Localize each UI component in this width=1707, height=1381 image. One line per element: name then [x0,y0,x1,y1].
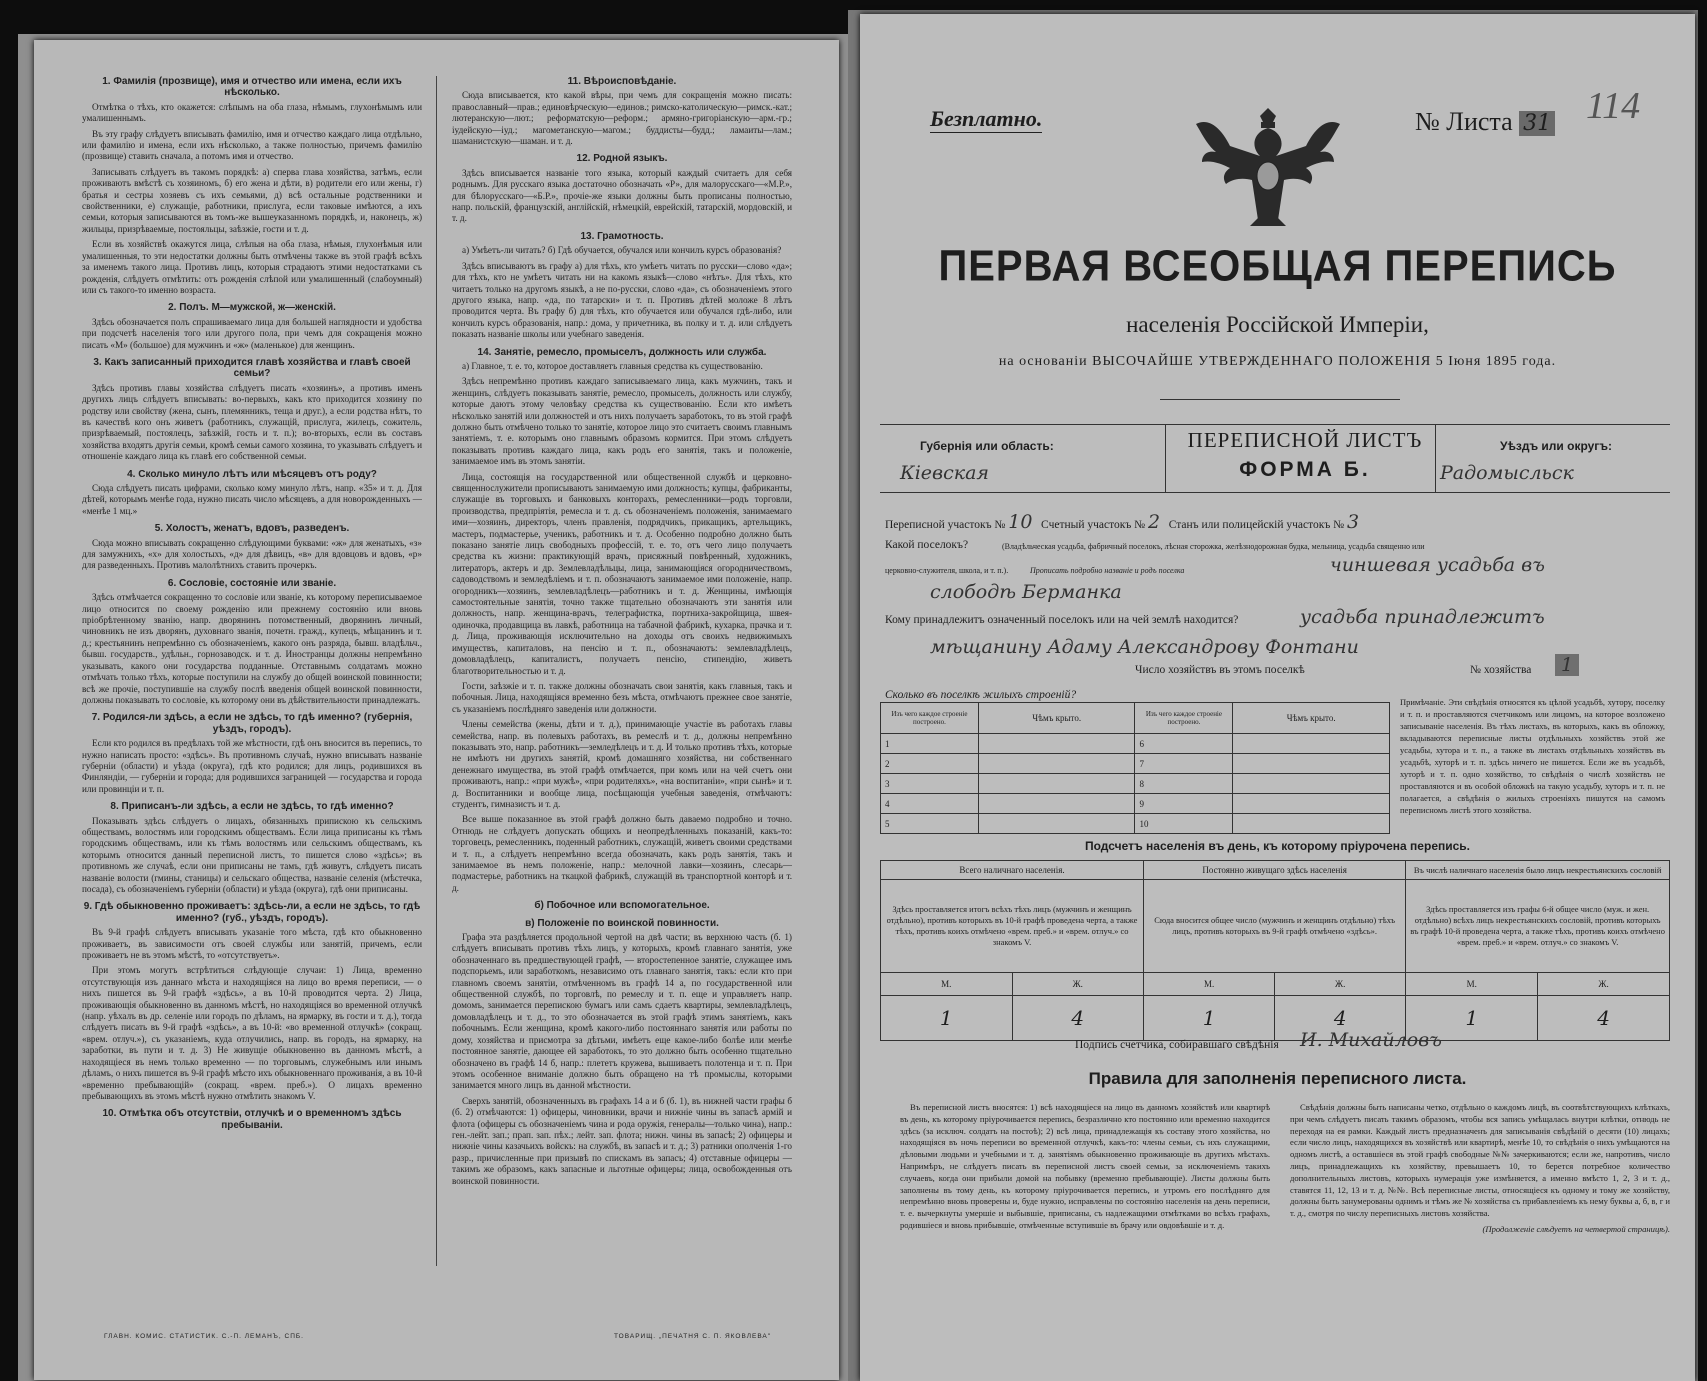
instruction-paragraph: Здѣсь обозначается полъ спрашиваемаго лица для большей наглядности и удобства при подсчетѣ населенія того или другого пола, при чемъ для сокращенія можно писать «М» (большое) для мужчинъ и «ж» (маленькое) для женщинъ. [82,316,422,350]
settlement-hint: (Владѣльческая усадьба, фабричный поселокъ, лѣсная сторожка, желѣзнодорожная будка, мельница, усадьба священно или [1002,542,1425,551]
instruction-paragraph: Графа эта раздѣляется продольной чертой на двѣ части; въ верхнюю часть (б. 1) слѣдуетъ вписывать противъ тѣхъ лицъ, у которыхъ, кромѣ главнаго занятія, уже обозначеннаго въ предшествующей графѣ, — второстепенное занятіе, служащее имъ подспорьемъ, или заработкомъ, независимо отъ главнаго занятія, такъ: если кто при главномъ своемъ занятіи, отмѣченномъ въ графѣ 14 а, по государственной или общественной службѣ, по торговлѣ, по ремеслу и т. п. еще и управляетъ напр. домомъ, занимается перепискою бумагъ или самъ сдаетъ квартиры, землевладѣлецъ, домовладѣлецъ и т. д., то это обозначается въ этой графѣ этимъ занятіемъ, какъ побочнымъ. Если женщина, кромѣ какого-либо постояннаго занятія или работы по дому, хозяйства и присмотра за дѣтьми, имѣетъ еще какое-либо болѣе или менѣе постоянное занятіе, дающее ей заработокъ, то это должно быть особенно тщательно обозначено въ графѣ 14 б, напр.: плететъ кружева, вышиваетъ полотенца и т. п. При этомъ особенное вниманіе должно быть обращено на тѣ промыслы, которыми занимается много лицъ въ данной мѣстности. [452,932,792,1091]
rules-continuation: (Продолженіе слѣдуетъ на четвертой страницѣ). [1482,1223,1670,1234]
building-row-number: 5 [881,814,979,834]
buildings-header-roof: Чѣмъ крыто. [978,703,1135,734]
rules-title: Правила для заполненія переписного листа. [1088,1069,1467,1088]
instructions-column-2 [452,70,792,1191]
counting-section-label: Счетный участокъ № [1041,519,1146,531]
census-section-label: Переписной участокъ № [885,519,1006,531]
instruction-paragraph: Сюда вписывается, кто какой вѣры, при чемъ для сокращенія можно писать: православный—прав.; единовѣрческую—единов.; римско-католическую—римск.-кат.; лютеранскую—лют.; реформатскую—реформ.; армяно-григоріанскую—арм.-гр.; іудейскую—іуд.; магометанскую—магом.; буддисты—будд.; ламаиты—лам.; шаманистскую—шаман. и т. д. [452,90,792,147]
signature-label: Подпись счетчика, собиравшаго свѣдѣнія [1075,1039,1279,1051]
sheet-number-label: № Листа [1415,107,1513,136]
households-label: Число хозяйствъ въ этомъ поселкѣ [1135,664,1305,676]
instruction-paragraph: Все выше показанное въ этой графѣ должно быть даваемо подробно и точно. Отнюдь не слѣдуетъ допускать общихъ и неопредѣленныхъ показаній, какъ-то: торговецъ, ремесленникъ, поденный работникъ, служащій, живетъ своими средствами и т. п., а слѣдуетъ непремѣнно всегда обозначать, какъ родъ занятія, такъ и занимаемое въ немъ положеніе, напр.: мелочной лавки—хозяинъ, слесарь—подмастерье, работникъ на ткацкой фабрикѣ, служащій въ транспортной конторѣ и т. д. [452,814,792,893]
instruction-heading: 14. Занятіе, ремесло, промыселъ, должность или служба. [477,346,767,358]
building-row-number: 7 [1135,754,1233,774]
building-row-number: 1 [881,734,979,754]
instruction-paragraph: Если кто родился въ предѣлахъ той же мѣстности, гдѣ онъ вносится въ перепись, то нужно написать просто: «здѣсь». Въ противномъ случаѣ, нужно вписывать названіе губерніи (области) и уѣзда (округа), гдѣ кто родился; для лицъ, родившихся въ Финляндіи, — губерніи и города; для родившихся заграницей — государства и города или провинціи и т. п. [82,738,422,794]
instruction-paragraph: Сюда слѣдуетъ писать цифрами, сколько кому минуло лѣтъ, напр. «35» и т. д. Для дѣтей, которымъ менѣе года, нужно писать число мѣсяцевъ, а для новорожденныхъ — «менѣе 1 мц.» [82,483,422,516]
household-number-value: 1 [1555,654,1579,676]
instruction-paragraph: Въ 9-й графѣ слѣдуетъ вписывать указаніе того мѣста, гдѣ кто обыкновенно проживаетъ, въ зависимости отъ своей службы или занятій, причемъ, если проживаетъ не въ этомъ мѣстѣ, то «отсутствуетъ». [82,927,422,961]
instruction-paragraph: Лица, состоящія на государственной или общественной службѣ и церковно-священнослужители прописываютъ занимаемую ими должность; купцы, фабриканты, служащіе въ торговыхъ и банковыхъ конторахъ, ремесленники—родъ торговли, производства, предпріятія, ремесла и т. д. съ обозначеніемъ положенія, занимаемаго ими—хозяинъ, директоръ, членъ правленія, подрядчикъ, прикащикъ, артельщикъ, мастеръ, подмастерье, ученикъ, работникъ и т. д. Особенно подробно должно быть показано занятіе лицъ свободныхъ профессій, т. е. то, отъ чего лицо получаетъ средства къ жизни: практикующій врачъ, присяжный повѣренный, художникъ, литераторъ, актеръ и др. Землевладѣльцы, лица, занимающіяся огородничествомъ, садоводствомъ и земледѣліемъ и т. п. обозначаютъ занимаемое ими положеніе, напр. огородникъ—хозяинъ, землевладѣлецъ—работникъ и т. д. Женщины, имѣющія самостоятельные занятія, точно также тщательно обозначаютъ эти занятія или должность, напр. женщина-врачъ, телеграфистка, портниха-закройщица, швея-одиночка, продавщица въ лавкѣ, работница на табачной фабрикѣ, кухарка, прачка и т. д. Лица, проживающія исключительно на доходы отъ своихъ недвижимыхъ имуществъ, капиталовъ, на пенсію и т. п., обозначаютъ: землевладѣлецъ, домовладѣлецъ, капиталистъ, получаетъ пенсію, стипендію, живетъ благотворительностью и т. д. [452,471,792,676]
instruction-paragraph: а) Главное, т. е. то, которое доставляетъ главныя средства къ существованію. [462,360,763,371]
header-rule-v1 [1165,424,1166,492]
count-head-total: Всего наличнаго населенія. [881,861,1144,880]
free-label: Безплатно. [930,106,1043,131]
building-row-number: 3 [881,774,979,794]
building-row-number: 2 [881,754,979,774]
form-title [1185,426,1425,484]
instruction-paragraph: Сюда можно вписывать сокращенно слѣдующими буквами: «ж» для женатыхъ, «з» для замужнихъ, «х» для холостыхъ, «д» для дѣвицъ, «в» для вдовцовъ и вдовъ, «р» для разведенныхъ. Противъ малолѣтнихъ ставить прочеркъ. [82,537,422,571]
count-desc-total: Здѣсь проставляется итогъ всѣхъ тѣхъ лицъ (мужчинъ и женщинъ отдѣльно), противъ которыхъ въ 10-й графѣ проведена черта, а также тѣхъ, противъ коихъ отмѣчено «врем. преб.» и «врем. отлуч.» со знакомъ V. [881,880,1144,973]
instruction-paragraph: Здѣсь вписываютъ въ графу а) для тѣхъ, кто умѣетъ читать по русски—слово «да»; для тѣхъ, кто не умѣетъ читать ни на какомъ языкѣ—слово «нѣтъ». Для тѣхъ, кто читаетъ только на другомъ языкѣ, а не по-русски, слово «да», съ обозначеніемъ этого другого языка, напр. «да, по татарски» и т. п. Противъ дѣтей моложе 8 лѣтъ проводится черта. Въ графу б) для тѣхъ, кто обучается или обучался гдѣ-либо, или кончилъ курсъ образованія, напр.: дома, у причетника, въ полку и т. д. или слѣдуетъ показать названіе школы или учебнаго заведенія. [452,260,792,340]
count-value: 1 [1406,996,1538,1041]
instruction-paragraph: Показывать здѣсь слѣдуетъ о лицахъ, обязанныхъ припискою къ сельскимъ обществамъ, волостямъ или городскимъ обществамъ. Если лица приписаны къ тѣмъ городскимъ обществамъ, или къ тѣмъ волостямъ или сельскимъ обществамъ, къ которымъ относится данный переписной листъ, то пишется слово «здѣсь»; въ противномъ же случаѣ, если они приписаны не тамъ, гдѣ живутъ, слѣдуетъ писать названіе волости (гмины, станицы) и сельскаго общества, названіе селенія (мѣстечка, посада), съ обозначеніемъ губерніи (области) и уѣзда (округа), гдѣ они приписаны. [82,815,422,894]
imprint-right: ТОВАРИЩ. „ПЕЧАТНЯ С. П. ЯКОВЛЕВА" [614,1333,772,1340]
police-section-value: 3 [1347,511,1360,533]
building-row-number: 8 [1135,774,1233,794]
instructions-column-1 [82,70,422,1134]
instruction-heading: б) Побочное или вспомогательное. [534,900,710,912]
col-female: Ж. [1275,973,1406,996]
count-value: 4 [1012,996,1144,1041]
buildings-label: Сколько въ поселкѣ жилыхъ строеній? [885,689,1077,701]
signature-value: И. Михайловъ [1300,1029,1442,1051]
header-rule [880,424,1670,425]
rules-column-right [1290,1102,1670,1236]
building-row-number: 10 [1135,814,1233,834]
police-section-label: Станъ или полицейскій участокъ № [1168,519,1345,531]
rules-column-left [900,1102,1270,1232]
decree-prefix: на основаніи [998,354,1088,369]
buildings-note: Примѣчаніе. Эти свѣдѣнія относятся къ цѣлой усадьбѣ, хутору, поселку и т. п. и проставляются счетчикомъ или лицомъ, на которое возложено записываніе населенія. Въ тѣхъ листахъ, въ которыхъ, какъ въ обложку, вкладываются переписные листы отдѣльныхъ хозяйствъ этой же усадьбы, хутора и т. п., а также въ листахъ отдѣльныхъ хозяйствъ въ усадьбѣ, хуторѣ и т. п. здѣсь ничего не пишется. Если же въ усадьбѣ, хуторѣ и т. п. одно хозяйство, то свѣдѣнія о числѣ хозяйствъ не проставляются и въ особой обложкѣ на такую усадьбу, хуторъ и т. п. не полагается, а свѣдѣнія о жилыхъ строеніяхъ пишутся на самомъ переписномъ листѣ этого хозяйства. [1400,697,1665,815]
instruction-paragraph: Сверхъ занятій, обозначенныхъ въ графахъ 14 а и б (б. 1), въ нижней части графы б (б. 2) отмѣчаются: 1) офицеры, чиновники, врачи и нижніе чины въ запасѣ армій и флота (офицеры съ обозначеніемъ чина и рода оружія, генералы—только чина), напр.: ген.-лейт. зап.; прап. зап. пѣх.; лейт. зап. флота; нижн. чины въ запасѣ; 2) офицеры и нижніе чины казачьихъ войскъ: на службѣ, въ запасѣ и т. д.; 3) ратники ополченія 1-го разр., причисленные при призывѣ по спискамъ въ запасъ; 4) отставные офицеры — такимъ же образомъ, какъ запасные и льготные офицеры; лица, освобожденныя отъ воинской повинности. [452,1095,792,1186]
settlement-hint-2: церковно-служителя, школа, и т. п.). [885,566,1009,575]
form-title-line1: ПЕРЕПИСНОЙ ЛИСТЪ [1187,428,1423,452]
census-subtitle: населенія Россійской Имперіи, [1126,312,1429,337]
instruction-paragraph: Члены семейства (жены, дѣти и т. д.), принимающіе участіе въ работахъ главы семейства, напр. въ полевыхъ работахъ, въ ремеслѣ и т. д., должны непремѣнно показывать это, напр. работникъ—земледѣлецъ и т. д. И только противъ тѣхъ, которые не имѣютъ ни другихъ занятій, кромѣ домашняго хозяйства, ни собственнаго денежнаго имущества, въ этой графѣ отмѣчается, при комъ или на чей счетъ они проживаютъ, напр.: «при мужѣ», «при родителяхъ», «на воспитаніи», «при сынѣ» и т. д. Воспитанники и вообще лица, посѣщающія учебныя заведенія, отмѣчаютъ: студентъ, гимназистъ и т. д. [452,719,792,809]
rules-left-text: Въ переписной листъ вносятся: 1) всѣ находящіеся на лицо въ данномъ хозяйствѣ или квартирѣ въ день, къ которому пріурочивается перепись, безразлично кто постоянно или временно находится здѣсь (за исключ. солдатъ на постоѣ); 2) всѣ лица, принадлежащія къ составу этого хозяйства, но находящіяся въ ночь переписи во временной отлучкѣ, какъ-то: члены семьи, съ ихъ служащими, дѣловыми людьми и учебными и т. д. занятіямъ обыкновенно проживающіе въ другихъ мѣстахъ. Напримѣръ, не слѣдуетъ писать въ переписной листъ своей семьи, за исключеніемъ такихъ случаевъ, когда они прибыли домой на побывку (временно пребывающіе). Листы должны быть заполнены въ тому день, къ которому пріурочивается перепись, и утромъ его послѣдняго для непремѣнно вновь проверены и, буде нужно, исправлены по состоянію населенія на день переписи, т. е. вычеркнуты умершіе и выбывшіе, приписаны, съ надлежащими отмѣтками во всѣхъ графахъ, родившіеся и вновь прибывшіе, отмѣченные вступившіе въ брачу или овдовѣвшіе и т. д. [900,1102,1270,1230]
rules-right-text: Свѣдѣнія должны быть написаны четко, отдѣльно о каждомъ лицѣ, въ соотвѣтствующихъ клѣткахъ, при чемъ слѣдуетъ писать такимъ образомъ, чтобы вся запись умѣщалась внутри клѣтки, отнюдь не переходя на ея рамки. Каждый листъ предназначенъ для записыванія свѣдѣній о десяти (10) лицахъ; если число лицъ, находящихся въ хозяйствѣ или квартирѣ, менѣе 10, то свѣдѣнія о нихъ умѣщаются на одномъ листѣ, а оставшіеся въ этой графѣ свободные №№ зачеркиваются; если же, напротивъ, число лицъ, принадлежащихъ къ хозяйству, превышаетъ 10, то берется потребное количество дополнительныхъ листовъ, которыхъ нумерація уже измѣняется, а именно вмѣсто 1, 2, 3 и т. д., ставятся 11, 12, 13 и т. д. №№. Всѣ переписные листы, относящіеся къ одному и тому же хозяйству, должны быть занумерованы однимъ и тѣмъ же № хозяйства съ прибавленіемъ къ нему буквы а, б, в, г и т. д., смотря по числу переписныхъ листовъ хозяйства. [1290,1102,1670,1219]
col-female: Ж. [1012,973,1144,996]
instruction-heading: 4. Сколько минуло лѣтъ или мѣсяцевъ отъ роду? [127,468,377,480]
settlement-hint-3: Прописать подробно названіе и родъ поселка [1030,566,1185,575]
district-rule [880,492,1670,493]
gubernia-label: Губернія или область: [920,439,1054,453]
uezd-label: Уѣздъ или округъ: [1500,439,1613,453]
instruction-paragraph: Въ эту графу слѣдуетъ вписывать фамилію, имя и отчество каждаго лица отдѣльно, или фамилію и имена, если ихъ нѣсколько, а также полностью, причемъ фамилію (прозвище) ставить сначала, а потомъ имя и отчество. [82,128,422,162]
archive-page-number: 114 [1586,85,1641,127]
instruction-heading: 10. Отмѣтка объ отсутствіи, отлучкѣ и о временномъ здѣсь пребываніи. [102,1108,402,1131]
instruction-paragraph: Записывать слѣдуетъ въ такомъ порядкѣ: а) сперва глава хозяйства, затѣмъ, если проживаютъ вмѣстѣ съ хозяиномъ, б) его жена и дѣти, в) родители его или жены, г) братья и сестры хозяевъ съ ихъ семьями, д) всѣ остальные родственники и свойственники, е) служащіе, работники, прислуга, если таковые имѣются, а ихъ семьи, которыя записываются въ томъ-же вышеуказанномъ порядкѣ, и, наконецъ, ж) жильцы, призрѣваемые, постояльцы, заѣзжіе, гости и т. д. [82,166,422,234]
census-section-value: 10 [1008,511,1033,533]
instruction-paragraph: Гости, заѣзжіе и т. п. также должны обозначать свои занятія, какъ главныя, такъ и побочныя. Лица, находящіяся временно безъ мѣста, отмѣчаютъ прежнее свое занятіе, съ указаніемъ послѣдняго заведенія или должности. [452,680,792,714]
population-count-table [880,860,1670,1041]
buildings-table [880,702,1390,834]
count-value: 1 [1144,996,1275,1041]
col-female: Ж. [1538,973,1670,996]
form-title-line2: ФОРМА Б. [1239,458,1371,481]
owner-question: Кому принадлежитъ означенный поселокъ или на чей землѣ находится? [885,614,1239,626]
gubernia-value: Кіевская [900,462,989,484]
instruction-heading: 11. Вѣроисповѣданіе. [567,76,677,87]
uezd-value: Радомысльск [1440,462,1574,484]
count-head-non-peasant: Въ числѣ наличнаго населенія было лицъ некрестьянскихъ сословій [1406,861,1670,880]
col-male: М. [881,973,1013,996]
decree-text: ВЫСОЧАЙШЕ УТВЕРЖДЕННАГО ПОЛОЖЕНІЯ 5 Іюня 1895 года. [1092,354,1557,369]
instruction-paragraph: Здѣсь непремѣнно противъ каждаго записываемаго лица, какъ мужчинъ, такъ и женщинъ, слѣдуетъ показывать занятіе, ремесло, промыселъ, должность или службу, которые даютъ этому человѣку средства къ существованію. Если кто имѣетъ нѣсколько занятій или должностей и отъ нихъ получаетъ заработокъ, то въ этой графѣ должно быть отмѣчено только то занятіе, которое лицо это считаетъ своимъ главнымъ занятіемъ, т. е. которымъ оно главнымъ образомъ кормится. При этомъ слѣдуетъ показывать противъ каждаго лица, какъ родъ его занятія, такъ и положеніе, занимаемое имъ въ этомъ занятіи. [452,376,792,467]
instruction-heading: 13. Грамотность. [580,230,664,242]
household-number-label: № хозяйства [1470,664,1532,676]
settlement-value: чиншевая усадьба въ [1330,554,1545,576]
instruction-paragraph: а) Умѣетъ-ли читать? б) Гдѣ обучается, обучался или кончилъ курсъ образованія? [462,245,782,256]
buildings-header-material: Изъ чего каждое строеніе построено. [881,703,979,734]
census-title: ПЕРВАЯ ВСЕОБЩАЯ ПЕРЕПИСЬ [938,241,1617,291]
instruction-paragraph: Здѣсь противъ главы хозяйства слѣдуетъ писать «хозяинъ», а противъ именъ другихъ лицъ слѣдуетъ вписывать: во-первыхъ, какъ кто приходится хозяину по родству или свойству (жена, сынъ, племянникъ, теща и друг.), а если родства нѣтъ, то въ качествѣ кого онъ живетъ (работникъ, служащій, прислуга, жилецъ, сожитель, призрѣваемый, постоялецъ, заѣзжій, гость и т. п.); во-вторыхъ, если въ составъ хозяйства входятъ другія семьи, кромѣ семьи самого хозяина, то указывать слѣдуетъ и отношеніе каждаго лица къ главѣ его собственной семьи. [82,382,422,462]
instruction-paragraph: Отмѣтка о тѣхъ, кто окажется: слѣпымъ на оба глаза, нѣмымъ, глухонѣмымъ или умалишеннымъ. [82,101,422,124]
imprint-left: ГЛАВН. КОМИС. СТАТИСТИК. С.-П. ЛЕМАНЪ, СПБ. [104,1333,304,1340]
owner-value: усадьба принадлежитъ [1300,606,1545,628]
buildings-header-material-2: Изъ чего каждое строеніе построено. [1135,703,1233,734]
instructions-page [34,40,839,1380]
imperial-eagle-icon [1193,104,1343,229]
buildings-header-roof-2: Чѣмъ крыто. [1233,703,1390,734]
building-row-number: 9 [1135,794,1233,814]
sheet-number [1415,107,1555,137]
count-value: 4 [1275,996,1406,1041]
building-row-number: 6 [1135,734,1233,754]
settlement-question: Какой поселокъ? [885,539,969,551]
instruction-heading: 3. Какъ записанный приходится главѣ хозяйства и главѣ своей семьи? [93,356,411,380]
instruction-heading: 9. Гдѣ обыкновенно проживаетъ: здѣсь-ли, а если не здѣсь, то гдѣ именно? (губ., уѣздъ, городъ). [83,901,421,924]
owner-value-2: мѣщанину Адаму Александрову Фонтани [930,636,1359,658]
title-rule [1160,399,1400,400]
district-line [885,511,1685,533]
instruction-heading: 1. Фамилія (прозвище), имя и отчество или имена, если ихъ нѣсколько. [102,76,402,99]
instruction-heading: 12. Родной языкъ. [576,153,668,165]
instruction-paragraph: Здѣсь отмѣчается сокращенно то сословіе или званіе, къ которому переписываемое лицо относится по своему рожденію или прежнему состоянію или вновь пріобрѣтенному званію, напр. дворянинъ потомственный, дворянинъ личный, чиновникъ не изъ дворянъ, духовнаго званія, почетн. гражд., купецъ, мѣщанинъ и т. д.; крестьянинъ непремѣнно съ обозначеніемъ, какого онъ разряда, бывш. владѣльч., бывш. государств., удѣльн., горнозаводск. и т. д. Иностранцы должны непремѣнно указывать, какого они государства подданные. Отставнымъ солдатамъ можно отмѣчать только тѣхъ, которые поступили на службу до общей воинской повинности; всѣ же прочіе, поступившіе на службу послѣ введенія общей воинской повинности, должны показывать то сословіе, къ которому они въ дѣйствительности принадлежатъ. [82,592,422,705]
settlement-value-2: слободѣ Берманка [930,581,1122,603]
sheet-number-value: 31 [1519,111,1555,136]
instruction-heading: 2. Полъ. М—мужской, ж—женскій. [168,302,336,314]
counting-section-value: 2 [1148,511,1161,533]
instruction-paragraph: Здѣсь вписывается названіе того языка, который каждый считаетъ для себя роднымъ. Для русскаго языка достаточно обозначать «Р», для малорусскаго—«М.Р.», для бѣлорусскаго—«Б.Р.», прочіе-же языки должны быть прописаны полностью, напр. польскій, французскій, англійскій, нѣмецкій, еврейскій, татарскій, мордовскій, и т. д. [452,167,792,224]
instruction-paragraph: При этомъ могутъ встрѣтиться слѣдующіе случаи: 1) Лица, временно отсутствующія изъ даннаго мѣста и находящіяся на лицо во время переписи, — о нихъ пишется въ 9-й графѣ «здѣсь», а въ 10-й проводится черта. 2) Лица, проживающія обыкновенно въ данномъ мѣстѣ, но находящіяся во временной отлучкѣ (напр. уѣхалъ въ др. селеніе или городъ по дѣламъ, на ярмарку, въ гости и т. д.), тогда слѣдуетъ писать въ 9-й графѣ «здѣсь», а въ 10-й: «во временной отлучкѣ» (сокращ. «врем. отлуч.»), съ указаніемъ, куда отлучились, напр. въ городъ, на ярмарку, на заработки, въ пути и т. д. 3) Не живущіе обыкновенно въ данномъ мѣстѣ, а находящіеся въ немъ только временно — по торговымъ, служебнымъ или инымъ дѣламъ, о нихъ пишется въ 9-й графѣ мѣсто ихъ обыкновеннаго проживанія, а въ 10-й «временно пребывающій» (сокращ. «врем. преб.»). О лицахъ временно пребывающихъ въ этомъ мѣстѣ нужно отмѣтить знакомъ V. [82,965,422,1101]
population-count-title: Подсчетъ населенія въ день, къ которому пріурочена перепись. [1085,839,1470,853]
instruction-paragraph: Если въ хозяйствѣ окажутся лица, слѣпыя на оба глаза, нѣмыя, глухонѣмыя или умалишенныя, то эти недостатки должны быть отмѣчены также въ этой графѣ всѣхъ за именемъ такого лица. Противъ лицъ, которыя страдаютъ этими недостатками съ рожденія, слѣдуетъ отмѣтить: отъ рожденія слѣпой или умалишенный (слабоумный) или съ такого-то именно возраста. [82,239,422,295]
count-value: 4 [1538,996,1670,1041]
count-desc-non-peasant: Здѣсь проставляется изъ графы 6-й общее число (муж. и жен. отдѣльно) всѣхъ лицъ некрестьянскихъ сословій, противъ которыхъ въ графѣ 10-й проведена черта, а также тѣхъ, противъ коихъ отмѣчено «врем. преб.» и «врем. отлуч.» со знакомъ V. [1406,880,1670,973]
instruction-heading: в) Положеніе по воинской повинности. [525,917,719,929]
building-row-number: 4 [881,794,979,814]
instruction-heading: 6. Сословіе, состояніе или званіе. [167,577,337,589]
header-rule-v2 [1435,424,1436,492]
col-male: М. [1144,973,1275,996]
instruction-heading: 5. Холостъ, женатъ, вдовъ, разведенъ. [154,523,350,535]
count-value: 1 [881,996,1013,1041]
census-decree-line [860,354,1695,370]
count-desc-permanent: Сюда вносится общее число (мужчинъ и женщинъ отдѣльно) тѣхъ лицъ, противъ которыхъ въ 9-й графѣ отмѣчено «здѣсь». [1144,880,1406,973]
census-form-page [860,14,1695,1381]
column-divider [436,76,437,1266]
count-head-permanent: Постоянно живущаго здѣсь населенія [1144,861,1406,880]
instruction-heading: 7. Родился-ли здѣсь, а если не здѣсь, то гдѣ именно? (губернія, уѣздъ, городъ). [91,712,413,735]
col-male: М. [1406,973,1538,996]
instruction-heading: 8. Приписанъ-ли здѣсь, а если не здѣсь, то гдѣ именно? [110,801,394,813]
